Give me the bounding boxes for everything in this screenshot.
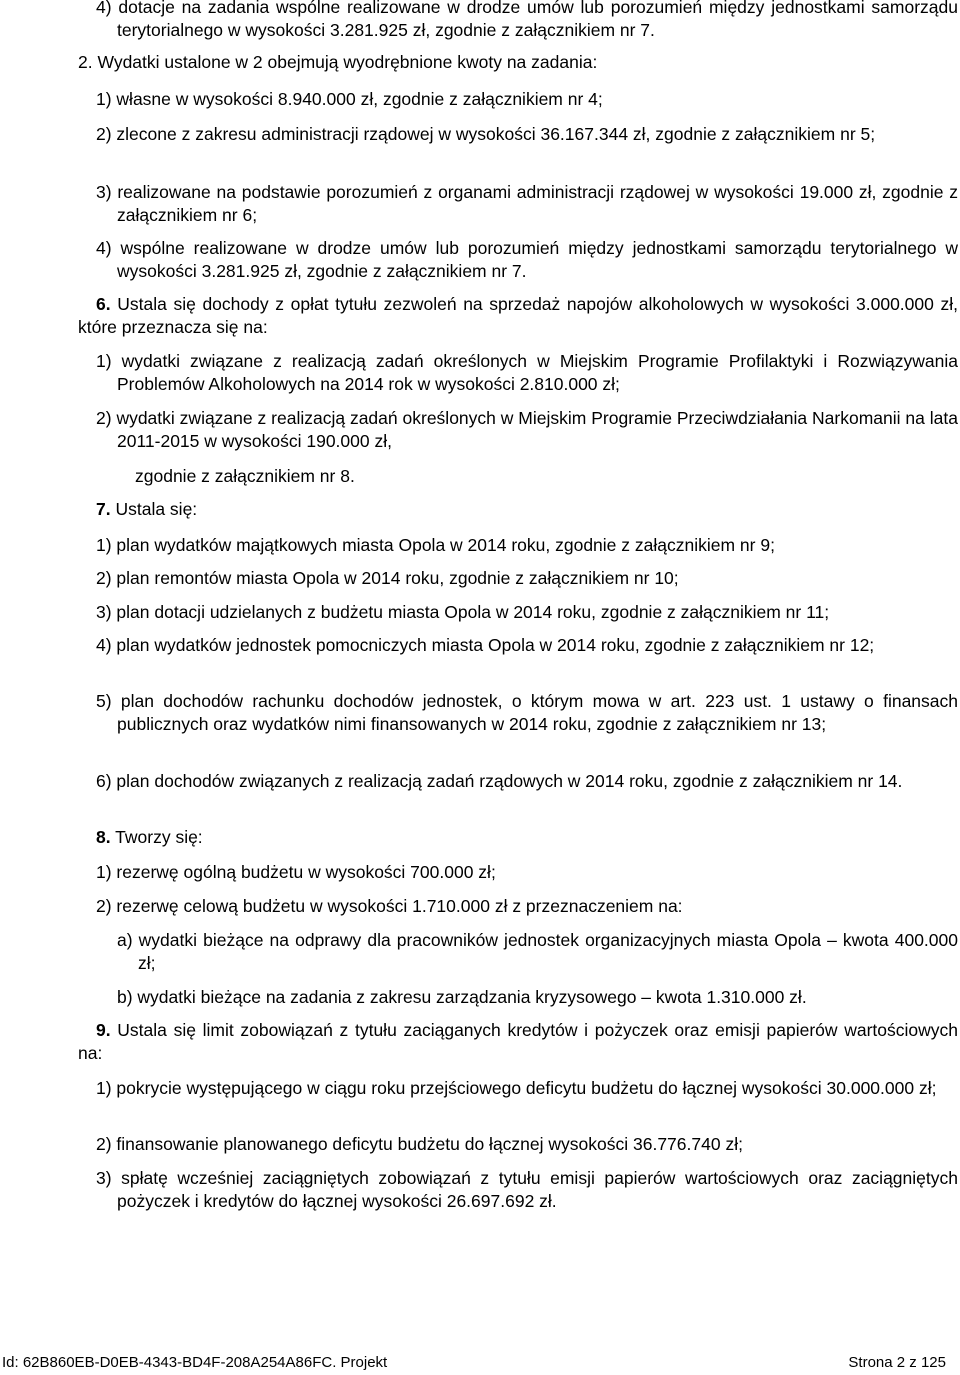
section-7	[96, 498, 197, 521]
s8-sub-a: a) wydatki bieżące na odprawy dla pracowników jednostek organizacyjnych miasta Opola – kwota 400.000 zł;	[117, 930, 958, 973]
s6-item-2-continuation: zgodnie z załącznikiem nr 8.	[135, 466, 355, 486]
section-9-text: Ustala się limit zobowiązań z tytułu zaciąganych kredytów i pożyczek oraz emisji papierów wartościowych na:	[78, 1020, 958, 1063]
s8-item-2: 2) rezerwę celową budżetu w wysokości 1.710.000 zł z przeznaczeniem na:	[96, 896, 683, 916]
item-wlasne: 1) własne w wysokości 8.940.000 zł, zgodnie z załącznikiem nr 4;	[96, 89, 603, 109]
s9-item-3: 3) spłatę wcześniej zaciągniętych zobowiązań z tytułu emisji papierów wartościowych oraz zaciągniętych pożyczek i kredytów do łącznej wysokości 26.697.692 zł.	[96, 1168, 958, 1211]
section-8	[96, 826, 203, 849]
s9-item-1: 1) pokrycie występującego w ciągu roku przejściowego deficytu budżetu do łącznej wysokości 30.000.000 zł;	[96, 1078, 937, 1098]
s6-item-2: 2) wydatki związane z realizacją zadań określonych w Miejskim Programie Przeciwdziałania Narkomanii na lata 2011-2015 w wysokości 190.000 zł,	[96, 408, 958, 451]
s7-item-4: 4) plan wydatków jednostek pomocniczych miasta Opola w 2014 roku, zgodnie z załącznikiem nr 12;	[96, 635, 875, 655]
s6-item-1: 1) wydatki związane z realizacją zadań określonych w Miejskim Programie Profilaktyki i Rozwiązywania Problemów Alkoholowych na 2014 rok w wysokości 2.810.000 zł;	[96, 351, 958, 394]
s7-item-6: 6) plan dochodów związanych z realizacją zadań rządowych w 2014 roku, zgodnie z załącznikiem nr 14.	[96, 771, 903, 791]
s8-sub-b: b) wydatki bieżące na zadania z zakresu zarządzania kryzysowego – kwota 1.310.000 zł.	[117, 987, 807, 1007]
s9-item-2: 2) finansowanie planowanego deficytu budżetu do łącznej wysokości 36.776.740 zł;	[96, 1134, 743, 1154]
item-wspolne: 4) wspólne realizowane w drodze umów lub porozumień między jednostkami samorządu terytorialnego w wysokości 3.281.925 zł, zgodnie z załącznikiem nr 7.	[96, 238, 958, 281]
footer-page-number: Strona 2 z 125	[848, 1354, 946, 1371]
item-dotacje-wspolne: 4) dotacje na zadania wspólne realizowane w drodze umów lub porozumień między jednostkami samorządu terytorialnego w wysokości 3.281.925 zł, zgodnie z załącznikiem nr 7.	[96, 0, 958, 40]
section-7-number: 7.	[96, 499, 111, 519]
section-8-text: Tworzy się:	[110, 827, 203, 847]
s8-item-1: 1) rezerwę ogólną budżetu w wysokości 700.000 zł;	[96, 862, 496, 882]
section-6	[78, 293, 958, 339]
section-9	[78, 1019, 958, 1065]
s7-item-2: 2) plan remontów miasta Opola w 2014 roku, zgodnie z załącznikiem nr 10;	[96, 568, 679, 588]
section-6-number: 6.	[96, 294, 111, 314]
item-zlecone: 2) zlecone z zakresu administracji rządowej w wysokości 36.167.344 zł, zgodnie z załącznikiem nr 5;	[96, 124, 876, 144]
footer-document-id: Id: 62B860EB-D0EB-4343-BD4F-208A254A86FC. Projekt	[2, 1354, 388, 1371]
item-porozumienia: 3) realizowane na podstawie porozumień z organami administracji rządowej w wysokości 19.000 zł, zgodnie z załącznikiem nr 6;	[96, 182, 958, 225]
s7-item-5: 5) plan dochodów rachunku dochodów jednostek, o którym mowa w art. 223 ust. 1 ustawy o finansach publicznych oraz wydatków nimi finansowanych w 2014 roku, zgodnie z załącznikiem nr 13;	[96, 691, 958, 734]
section-9-number: 9.	[96, 1020, 111, 1040]
s7-item-1: 1) plan wydatków majątkowych miasta Opola w 2014 roku, zgodnie z załącznikiem nr 9;	[96, 535, 775, 555]
paragraph-2: 2. Wydatki ustalone w 2 obejmują wyodrębnione kwoty na zadania:	[78, 52, 598, 72]
section-7-text: Ustala się:	[110, 499, 198, 519]
section-8-number: 8.	[96, 827, 111, 847]
s7-item-3: 3) plan dotacji udzielanych z budżetu miasta Opola w 2014 roku, zgodnie z załącznikiem nr 11;	[96, 602, 830, 622]
section-6-text: Ustala się dochody z opłat tytułu zezwoleń na sprzedaż napojów alkoholowych w wysokości 3.000.000 zł, które przeznacza się na:	[78, 294, 958, 337]
